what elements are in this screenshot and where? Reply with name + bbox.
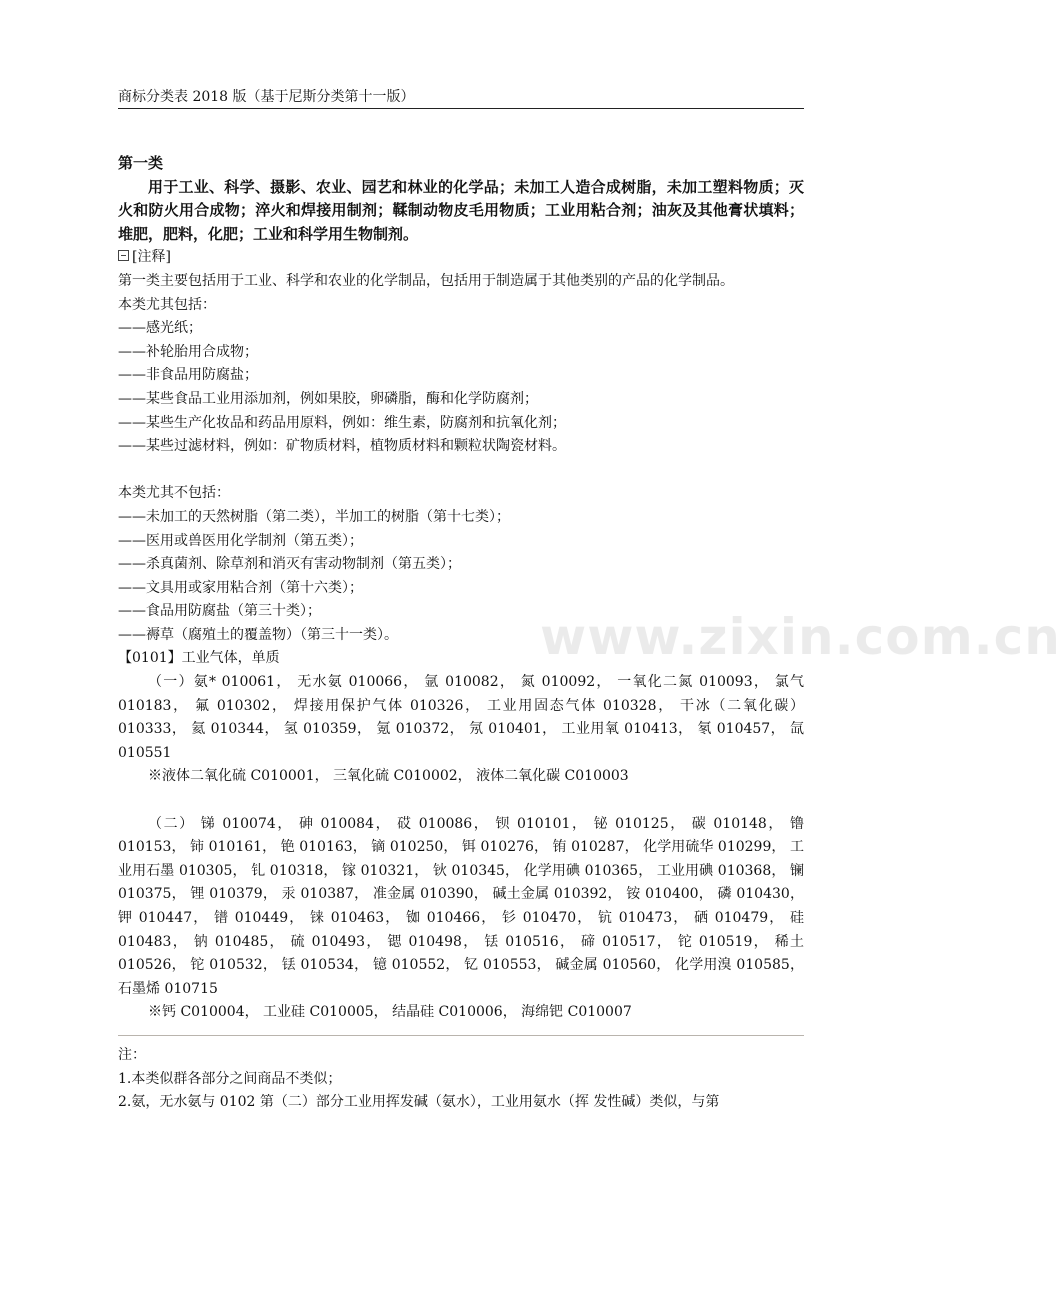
header-rule: [118, 108, 804, 109]
includes-heading: 本类尤其包括：: [118, 296, 216, 313]
footnote-item: 1.本类似群各部分之间商品不类似；: [118, 1070, 342, 1087]
group-title: 【0101】工业气体，单质: [118, 650, 280, 667]
intro-text: 第一类主要包括用于工业、科学和农业的化学制品，包括用于制造属于其他类别的产品的化学制品。: [118, 272, 734, 289]
excludes-item: ——文具用或家用粘合剂（第十六类）；: [118, 579, 363, 596]
group-part-2-note: ※钙 C010004， 工业硅 C010005， 结晶硅 C010006， 海绵钯 C010007: [148, 1004, 632, 1021]
excludes-item: ——食品用防腐盐（第三十类）；: [118, 603, 321, 620]
class-description: 用于工业、科学、摄影、农业、园艺和林业的化学品；未加工人造合成树脂，未加工塑料物质；灭火和防火用合成物；淬火和焊接用制剂；鞣制动物皮毛用物质；工业用粘合剂；油灰及其他膏状填料；堆肥，肥料，化肥；工业和科学用生物制剂。: [118, 177, 804, 243]
group-part-2: （二） 锑 010074， 砷 010084， 砹 010086， 钡 010101， 铋 010125， 碳 010148， 镥 010153， 铈 010161， 铯 010163， 镝 010250， 铒 010276， 铕 010287， 化学用硫华 010299， 工业用石墨 010305， 钆 010318， 镓 010321， 钬 010345， 化学用碘 010365， 工业用碘 010368， 镧 010375， 锂 010379， 汞 010387， 准金属 010390， 碱土金属 010392， 铵 010400， 磷 010430， 钾 010447， 镨 010449， 铼 010463， 铷 010466， 钐 010470， 钪 010473， 硒 010479， 硅 010483， 钠 010485， 硫 010493， 锶 010498， 铥 010516， 碲 010517， 铊 010519， 稀土 010526， 铊 010532， 铥 010534， 镱 010552， 钇 010553， 碱金属 010560， 化学用溴 010585， 石墨烯 010715: [118, 815, 804, 997]
footnotes-heading: 注：: [118, 1046, 146, 1063]
excludes-item: ——未加工的天然树脂（第二类），半加工的树脂（第十七类）；: [118, 508, 510, 525]
class-heading: 第一类: [118, 154, 164, 172]
spacer: [118, 459, 804, 483]
excludes-item: ——褥草（腐殖土的覆盖物）（第三十一类）。: [118, 626, 398, 643]
excludes-item: ——杀真菌剂、除草剂和消灭有害动物制剂（第五类）；: [118, 556, 461, 573]
group-part-1-note: ※液体二氧化硫 C010001， 三氧化硫 C010002， 液体二氧化碳 C010003: [148, 768, 629, 785]
includes-item: ——某些食品工业用添加剂，例如果胶，卵磷脂，酶和化学防腐剂；: [118, 390, 538, 407]
excludes-heading: 本类尤其不包括：: [118, 485, 230, 502]
watermark: www.zixin.com.cn: [540, 608, 1061, 666]
section-divider: [118, 1035, 804, 1036]
notes-toggle[interactable]: [118, 246, 804, 270]
includes-item: ——补轮胎用合成物；: [118, 343, 258, 360]
collapse-icon[interactable]: [118, 250, 129, 261]
page-header: 商标分类表 2018 版（基于尼斯分类第十一版）: [118, 89, 415, 105]
excludes-item: ——医用或兽医用化学制剂（第五类）；: [118, 532, 363, 549]
spacer: [118, 789, 804, 813]
includes-item: ——某些生产化妆品和药品用原料，例如：维生素，防腐剂和抗氧化剂；: [118, 414, 566, 431]
includes-item: ——感光纸；: [118, 320, 202, 337]
includes-item: ——非食品用防腐盐；: [118, 367, 258, 384]
footnote-item: 2.氨，无水氨与 0102 第（二）部分工业用挥发碱（氨水），工业用氨水（挥 发性碱）类似，与第: [118, 1094, 720, 1111]
notes-toggle-label: [注释]: [132, 249, 171, 266]
includes-item: ——某些过滤材料，例如：矿物质材料，植物质材料和颗粒状陶瓷材料。: [118, 438, 566, 455]
group-part-1: （一）氨* 010061， 无水氨 010066， 氩 010082， 氮 010092， 一氧化二氮 010093， 氯气 010183， 氟 010302， 焊接用保护气体 010326， 工业用固态气体 010328， 干冰（二氧化碳）010333， 氦 010344， 氢 010359， 氪 010372， 氖 010401， 工业用氧 010413， 氡 010457， 氙 010551: [118, 674, 804, 761]
